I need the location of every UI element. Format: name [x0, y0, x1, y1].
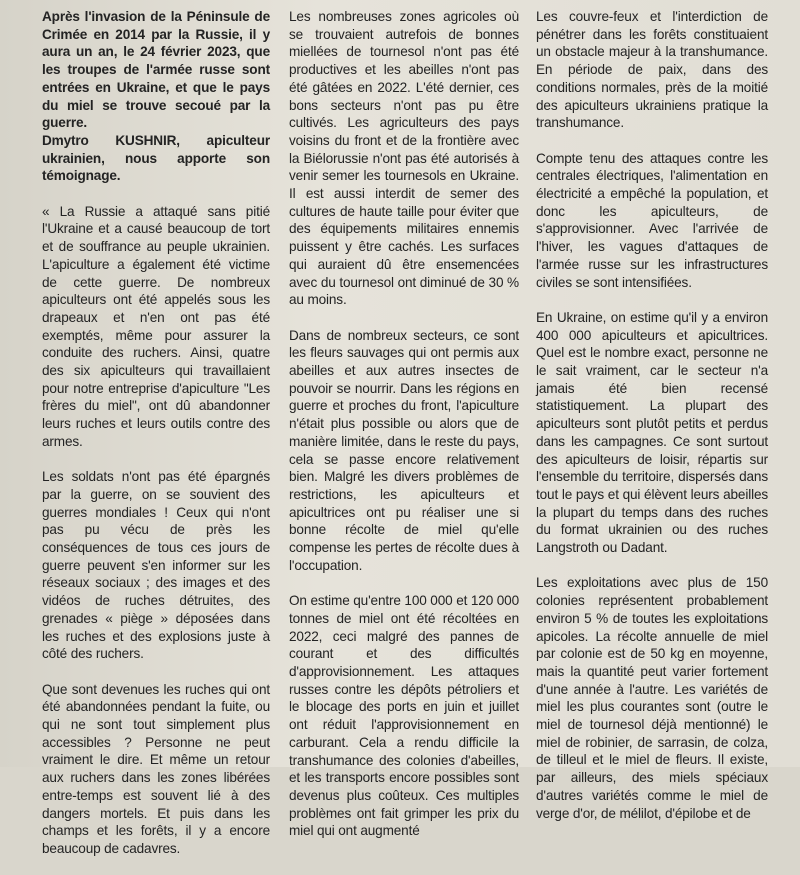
paragraph: Les nombreuses zones agricoles où se trouvaient autrefois de bonnes miellées de tournesol n'ont pas été productives et les abeilles n'ont pas été gâtées en 2022. L'été dernier, ces bons secteurs n'ont pas pu être cultivés. Les agriculteurs des pays voisins du front et de la frontière avec la Biélorussie n'ont pas été autorisés à venir semer les tournesols en Ukraine. Il est aussi interdit de semer des cultures de haute taille pour éviter que des équipements militaires ennemis puissent y être cachés. Les surfaces qui auraient dû être ensemencées avec du tournesol ont diminué de 30 % au moins. [289, 9, 519, 308]
paragraph: Que sont devenues les ruches qui ont été abandonnées pendant la fuite, ou qui ne sont tout simplement plus accessibles ? Personne ne peut vraiment le dire. Et même un retour aux ruchers dans les zones libérées entre-temps est souvent lié à des dangers mortels. Et puis dans les champs et les forêts, il y a encore beaucoup de cadavres. [42, 681, 270, 856]
column-2 [289, 8, 519, 858]
paragraph: Les soldats n'ont pas été épargnés par la guerre, on se souvient des guerres mondiales ! Ceux qui n'ont pas pu vécu de près les conséquences de tous ces jours de guerre peuvent s'en informer sur les réseaux sociaux ; des images et des vidéos de ruches détruites, des grenades « piège » déposées dans les ruches et des explosions juste à côté des ruchers. [42, 469, 270, 662]
paragraph: Compte tenu des attaques contre les centrales électriques, l'alimentation en électricité a empêché la population, et donc les apiculteurs, de s'approvisionner. Avec l'arrivée de l'hiver, les vagues d'attaques de l'armée russe sur les infrastructures civiles se sont intensifiées. [536, 150, 768, 290]
paragraph: En Ukraine, on estime qu'il y a environ 400 000 apiculteurs et apicultrices. Quel est le nombre exact, personne ne le sait vraiment, car le secteur n'a jamais été bien recensé statistiquement. La plupart des apiculteurs sont plutôt petits et perdus dans les campagnes. Ce sont surtout des apiculteurs de loisir, répartis sur l'ensemble du territoire, dispersés dans tout le pays et qui élèvent leurs abeilles la plupart du temps dans des ruches du format ukrainien ou des ruches Langstroth ou Dadant. [536, 309, 768, 556]
paragraph: « La Russie a attaqué sans pitié l'Ukraine et a causé beaucoup de tort et de souffrance au peuple ukrainien. L'apiculture a également été victime de cette guerre. De nombreux apiculteurs ont été appelés sous les drapeaux et n'en ont pas été exemptés, même pour assurer la conduite des ruchers. Ainsi, quatre des six apiculteurs qui travaillaient pour notre entreprise d'apiculture "Les frères du miel", ont dû abandonner leurs ruches et leurs outils contre des armes. [42, 203, 270, 449]
article-byline: Dmytro KUSHNIR, apiculteur ukrainien, nous apporte son témoignage. [42, 132, 270, 184]
paragraph: Les couvre-feux et l'interdiction de pénétrer dans les forêts constituaient un obstacle majeur à la transhumance. En période de paix, dans des conditions normales, près de la moitié des apiculteurs ukrainiens pratique la transhumance. [536, 9, 768, 131]
paragraph: Les exploitations avec plus de 150 colonies représentent probablement environ 5 % de toutes les exploitations apicoles. La récolte annuelle de miel par colonie est de 50 kg en moyenne, mais la quantité peut varier fortement d'une année à l'autre. Les variétés de miel les plus courantes sont (outre le miel de tournesol déjà mentionné) le miel de robinier, de sarrasin, de colza, de tilleul et le miel de fleurs. Il existe, par ailleurs, des miels spéciaux d'autres variétés comme le miel de verge d'or, de mélilot, d'épilobe et de [536, 575, 768, 821]
paragraph: Dans de nombreux secteurs, ce sont les fleurs sauvages qui ont permis aux abeilles et aux autres insectes de pouvoir se nourrir. Dans les régions en guerre et proches du front, l'apiculture n'était plus possible ou alors que de manière limitée, dans le reste du pays, cela se passe encore relativement bien. Malgré les divers problèmes de restrictions, les apiculteurs et apicultrices ont pu réaliser une si bonne récolte de miel qu'elle compense les pertes de récolte dues à l'occupation. [289, 327, 519, 573]
article-intro: Après l'invasion de la Péninsule de Crimée en 2014 par la Russie, il y aura un an, le 24 février 2023, que les troupes de l'armée russe sont entrées en Ukraine, et que le pays du miel se trouve secoué par la guerre. [42, 9, 270, 131]
paragraph: On estime qu'entre 100 000 et 120 000 tonnes de miel ont été récoltées en 2022, ceci malgré des pannes de courant et des difficultés d'approvisionnement. Les attaques russes contre les dépôts pétroliers et le blocage des ports en juin et juillet ont réduit l'approvisionnement en carburant. Cela a rendu difficile la transhumance des colonies d'abeilles, et les transports encore possibles sont devenus plus coûteux. Ces multiples problèmes ont fait grimper les prix du miel qui ont augmenté [289, 593, 519, 839]
column-3 [536, 8, 768, 840]
column-1 [42, 8, 270, 875]
